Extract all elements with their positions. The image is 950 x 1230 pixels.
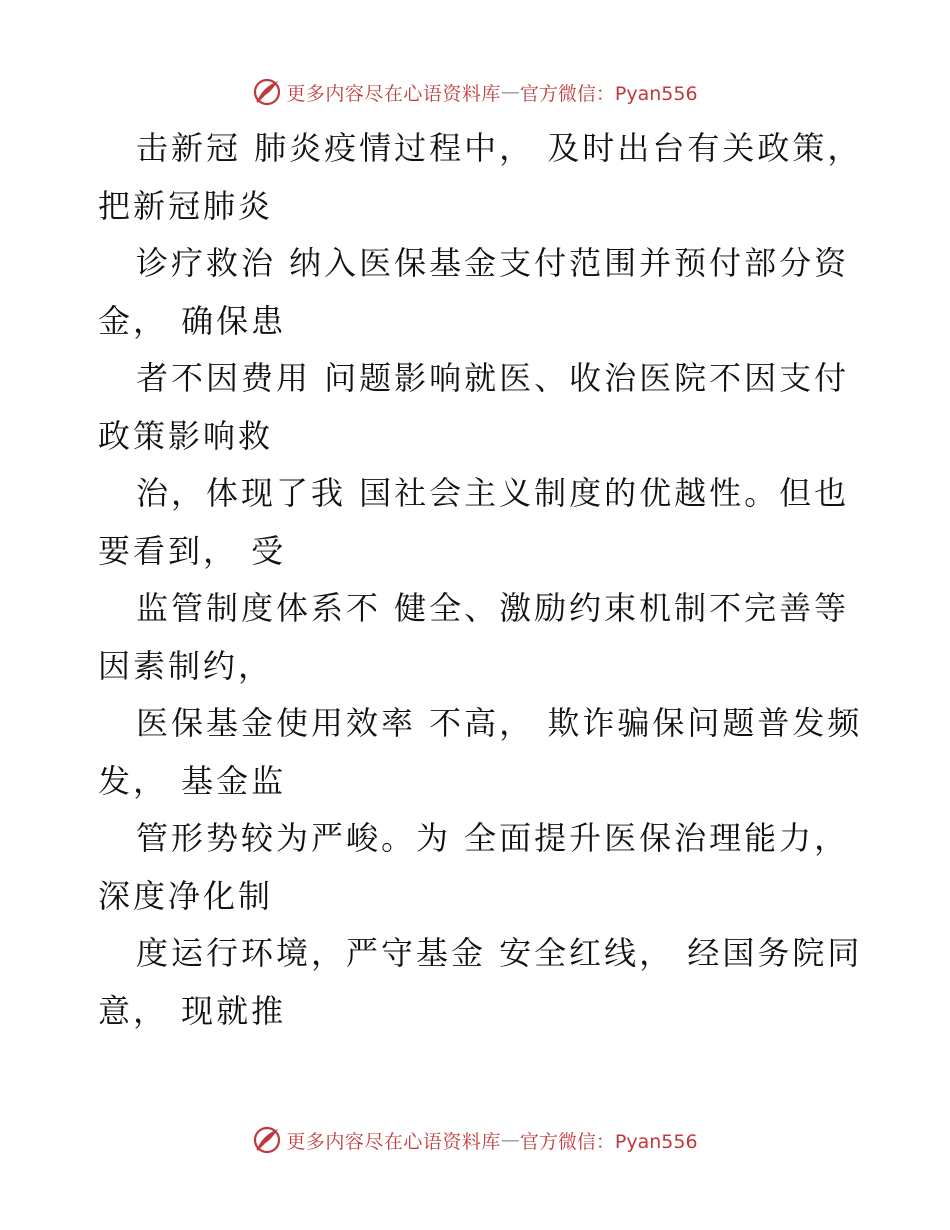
text-line: 金， 确保患	[98, 301, 287, 340]
text-line: 医保基金使用效率 不高， 欺诈骗保问题普发频	[136, 704, 863, 742]
text-line: 击新冠 肺炎疫情过程中， 及时出台有关政策，	[136, 129, 863, 167]
watermark-label: 更多内容尽在心语资料库	[286, 82, 501, 105]
watermark-contact: 官方微信：Pyan556	[519, 82, 698, 105]
text-line: 者不因费用 问题影响就医、收治医院不因支付	[136, 359, 850, 397]
text-line: 监管制度体系不 健全、激励约束机制不完善等	[136, 589, 850, 627]
text-line: 要看到， 受	[98, 531, 287, 570]
text-line: 因素制约，	[98, 646, 274, 685]
footer-watermark	[0, 1120, 950, 1160]
header-watermark	[0, 72, 950, 112]
text-line: 发， 基金监	[98, 761, 287, 800]
watermark-separator: —	[500, 81, 520, 103]
document-body	[98, 120, 863, 1040]
text-line: 政策影响救	[98, 416, 274, 455]
text-line: 意， 现就推	[98, 991, 287, 1030]
text-line: 诊疗救治 纳入医保基金支付范围并预付部分资	[136, 244, 850, 282]
text-line: 管形势较为严峻。为 全面提升医保治理能力，	[136, 819, 850, 857]
watermark-label: 更多内容尽在心语资料库	[286, 1130, 501, 1153]
text-line: 把新冠肺炎	[98, 186, 274, 225]
quill-circle-logo-icon	[252, 1125, 282, 1155]
text-line: 度运行环境，严守基金 安全红线， 经国务院同	[136, 934, 863, 972]
quill-circle-logo-icon	[252, 77, 282, 107]
text-line: 治，体现了我 国社会主义制度的优越性。但也	[136, 474, 850, 512]
watermark-separator: —	[500, 1129, 520, 1151]
watermark-contact: 官方微信：Pyan556	[519, 1130, 698, 1153]
text-line: 深度净化制	[98, 876, 274, 915]
